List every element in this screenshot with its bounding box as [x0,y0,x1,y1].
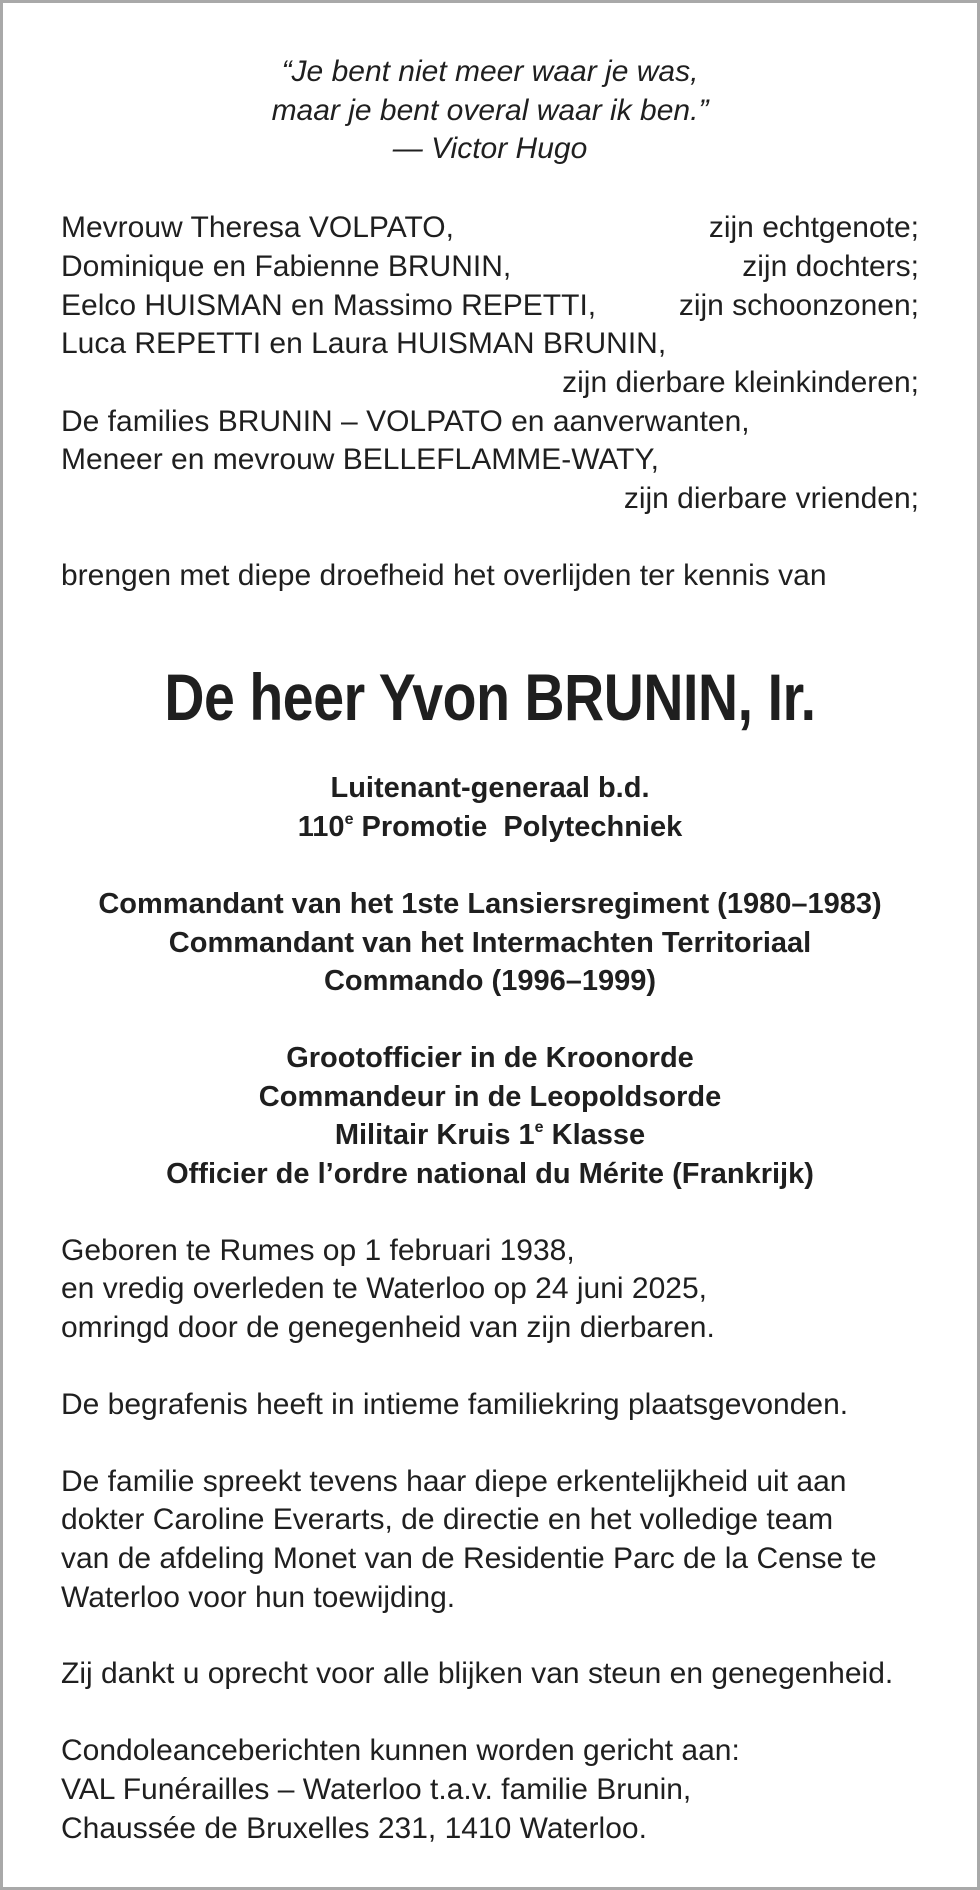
titles-block [61,769,919,846]
command-line: Commandant van het Intermachten Territoriaal [168,926,812,959]
family-row [61,287,919,326]
honour-line: Militair Kruis 1e Klasse [334,1119,646,1152]
honours-block [61,1039,919,1194]
family-member: De families BRUNIN – VOLPATO en aanverwanten, [61,404,750,438]
family-relation: zijn echtgenote; [708,211,919,245]
thanks-line: van de afdeling Monet van de Residentie Parc de la Cense te [61,1541,877,1575]
condolences-line: Chaussée de Bruxelles 231, 1410 Waterloo. [61,1811,647,1845]
command-line: Commando (1996–1999) [323,965,657,998]
deceased-name: De heer Yvon BRUNIN, Ir. [164,660,816,735]
quote-block [61,53,919,169]
family-member: Mevrouw Theresa VOLPATO, [61,211,454,245]
life-line: en vredig overleden te Waterloo op 24 juni 2025, [61,1272,707,1306]
life-block [61,1232,919,1348]
life-line: omringd door de genegenheid van zijn dierbaren. [61,1311,715,1345]
thanks-line: De familie spreekt tevens haar diepe erkentelijkheid uit aan [61,1464,847,1498]
thanks-block [61,1463,919,1618]
rank-line: Luitenant-generaal b.d. [330,772,650,805]
life-line: Geboren te Rumes op 1 februari 1938, [61,1233,575,1267]
family-relation: zijn dierbare vrienden; [623,482,919,516]
family-list [61,209,919,519]
family-member: Luca REPETTI en Laura HUISMAN BRUNIN, [61,327,667,361]
honour-line: Officier de l’ordre national du Mérite (Frankrijk) [166,1158,814,1191]
family-member: Dominique en Fabienne BRUNIN, [61,249,512,283]
thanks-line: dokter Caroline Everarts, de directie en het volledige team [61,1503,834,1537]
family-relation: zijn dierbare kleinkinderen; [562,365,919,399]
condolences-block [61,1732,919,1848]
gratitude-text: Zij dankt u oprecht voor alle blijken van steun en genegenheid. [61,1657,894,1691]
family-row [61,209,919,248]
condolences-line: Condoleanceberichten kunnen worden gericht aan: [61,1734,740,1768]
condolences-line: VAL Funérailles – Waterloo t.a.v. familie Brunin, [61,1772,692,1806]
family-relation: zijn dochters; [742,249,919,283]
honour-line: Grootofficier in de Kroonorde [286,1041,694,1074]
family-member: Meneer en mevrouw BELLEFLAMME-WATY, [61,443,659,477]
thanks-line: Waterloo voor hun toewijding. [61,1580,456,1614]
notice-content [61,53,919,1848]
family-row [61,248,919,287]
announcement-text: brengen met diepe droefheid het overlijden ter kennis van [61,558,827,592]
honour-line: Commandeur in de Leopoldsorde [258,1080,722,1113]
promotion-line: 110e Promotie Polytechniek [297,811,683,844]
quote-line: “Je bent niet meer waar je was, [281,55,699,88]
quote-line: maar je bent overal waar ik ben.” [271,93,709,127]
commands-block [61,885,919,1001]
funeral-text: De begrafenis heeft in intieme familiekring plaatsgevonden. [61,1387,849,1421]
command-line: Commandant van het 1ste Lansiersregiment (1980–1983) [98,887,882,920]
family-relation: zijn schoonzonen; [678,288,919,322]
family-member: Eelco HUISMAN en Massimo REPETTI, [61,288,597,322]
quote-author: — Victor Hugo [392,132,588,166]
